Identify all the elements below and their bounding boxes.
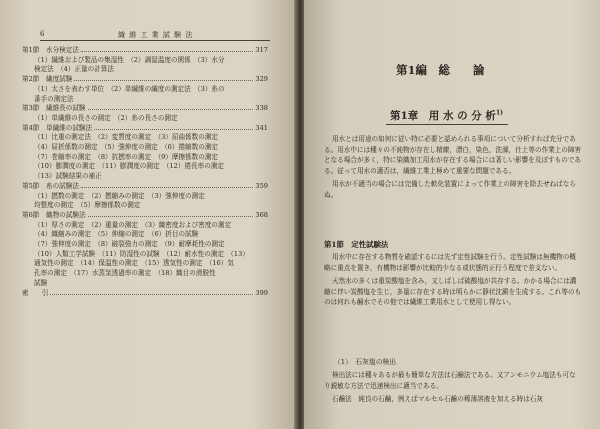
toc-subsection-line: （10）人類工学試験 （11）防湿性の試験 （12）耐水性の測定 （13） (34, 249, 249, 258)
toc-subsection-line: 検定法 （4）正量の計算法 (34, 65, 115, 74)
toc-subsection-line: 試験 (34, 278, 48, 287)
chapter-footnote-mark: 1) (495, 109, 503, 117)
toc-subsection-line: （7）巻縮率の測定 （8）抗撚率の測定 （9）摩擦係数の測定 (34, 152, 219, 161)
toc-subsection-line: （1）太さを表わす単位 （2）単繊維の繊度の測定法 （3）糸の (34, 84, 225, 93)
toc-leader (74, 80, 253, 81)
toc-leader (81, 51, 253, 52)
toc-section (22, 182, 268, 192)
toc-section (22, 211, 268, 221)
intro-paragraph: 用水が不適当の場合には完備した軟化装置によって作業上の障害を除去せねばならぬ。 (324, 180, 576, 199)
toc-leader (88, 109, 254, 110)
subsection-text (324, 370, 582, 408)
toc-section (22, 124, 268, 134)
section-title: 第1節 定性試験法 (324, 240, 389, 249)
toc-subsection-line: （1）厚さの測定 （2）重量の測定 （3）織密度および密度の測定 (34, 220, 232, 229)
toc-subsection-line: （1）単繊維の長さの測定 （2）糸の長さの測定 (34, 113, 178, 122)
table-of-contents (22, 46, 268, 298)
toc-subsection-line: （1）撚数の測定 （2）撚縮みの測定 （3）強伸度の測定 (34, 191, 205, 200)
toc-leader (81, 187, 253, 188)
toc-subsection-line: （10）膨潤度の測定 （11）膨潤度の測定 （12）捲長率の測定 (34, 162, 225, 171)
page-number: 6 (40, 30, 46, 38)
toc-subsection-line: （4）屈折係数の測定 （5）強伸度の測定 （6）捲縮数の測定 (34, 143, 219, 152)
toc-subsection-line: （1）比重の測定法 （2）変質度の測定 （3）屈曲係数の測定 (34, 133, 219, 142)
toc-leader (50, 294, 253, 295)
intro-text (324, 134, 582, 203)
toc-section-title: 第5節 糸の試験法 (22, 181, 79, 190)
toc-subsection-line: 番手の測定法 (34, 94, 74, 103)
toc-subsection-line: 通気性の測定 （14）保温性の測定 （15）透気性の測定 （16）気 (34, 259, 234, 268)
subsection-title: （1） 石灰塩の検出 (334, 358, 397, 366)
toc-subsection-line: 均整度の測定 （5）摩擦係数の測定 (34, 201, 141, 210)
toc-subsection-line: （1）繊維および製品の集湿性 （2）調湿温度の関係 （3）水分 (34, 55, 225, 64)
toc-section-title: 第2節 繊度試験 (22, 75, 73, 84)
toc-page-number: 317 (255, 46, 268, 54)
toc-subsection-line: （4）織縮みの測定 （5）伸縮の測定 （6）折目の試験 (34, 230, 199, 239)
toc-leader (88, 216, 254, 217)
toc-page-number: 338 (255, 104, 268, 113)
toc-section-title: 第1節 水分検定法 (22, 46, 79, 54)
right-page (304, 0, 600, 429)
chapter-title (390, 108, 503, 123)
toc-page-number: 359 (255, 181, 268, 190)
toc-section-title: 第4節 単繊維の試験法 (22, 123, 93, 132)
toc-section (22, 46, 268, 56)
part-title: 第1編 総 論 (396, 63, 485, 77)
toc-page-number: 341 (255, 123, 268, 132)
subsection-paragraph: 検出法には種々あるが最も簡単な方法は石鹼法である。又アンモニウム塩法も可なり鋭敏な方法で迅速検出に適当である。 (324, 371, 576, 390)
toc-section-title: 索 引 (22, 288, 49, 297)
toc-page-number: 329 (255, 75, 268, 84)
section-text (324, 252, 582, 311)
toc-page-number: 399 (255, 288, 268, 297)
intro-paragraph: 用水とは用途の如何に従い特に必要と認められる事項について分析すれば充分である。用水中には種々の不純物が存在し精練，漂白，染色，洗滌，仕上等の作業上の障害となる場合が多く，特に染織加工用水が存在する場合には著しい影響を及ぼすものである。従って用水の適否は，繊維工業上極めて重要な問題である。 (324, 135, 582, 175)
toc-section (22, 104, 268, 114)
toc-subsection-line: 孔率の測定 （17）水蒸気透過率の測定 （18）織目の滑脱性 (34, 269, 216, 278)
toc-section-title: 第6節 織物の試験法 (22, 210, 86, 219)
running-header: 織 維 工 業 試 験 法 (118, 31, 194, 39)
section-paragraph: 用水中に存在する物質を確認するには先ず定性試験を行う。定性試験は無機物の概略に重点を置き，有機物は影響が比較的少なる或状態的正行う程度で差支ない。 (324, 253, 576, 272)
chapter-rule (386, 124, 508, 125)
header-rule (40, 40, 270, 41)
section-paragraph: 天然水の多くは重炭酸塩を含み，又しばしば硫酸塩が共存する。かかる場合には濃縮に伴い炭酸塩を生じ，多量に存在する時は明らかに静状沈澱を生成する。これ等のものは何れも鹼水でその他では繊維工業用水として使用し得ない。 (324, 277, 582, 306)
toc-section-title: 第3節 繊維長の試験 (22, 104, 86, 113)
toc-leader (94, 129, 253, 130)
subsection-paragraph: 石鹼法 純良の石鹼，例えばマルセル石鹼の稀薄溶液を加える時は石灰 (332, 395, 543, 403)
toc-subsection-line: （13）試験結果の補正 (34, 172, 102, 181)
toc-section (22, 75, 268, 85)
left-page (0, 0, 296, 429)
toc-subsection-line: （7）強伸度の測定 （8）破裂強力の測定 （9）耐摩耗性の測定 (34, 240, 225, 249)
toc-page-number: 368 (255, 210, 268, 219)
chapter-title-text: 第1章 用 水 の 分 析 (390, 110, 496, 122)
toc-section (22, 289, 268, 299)
